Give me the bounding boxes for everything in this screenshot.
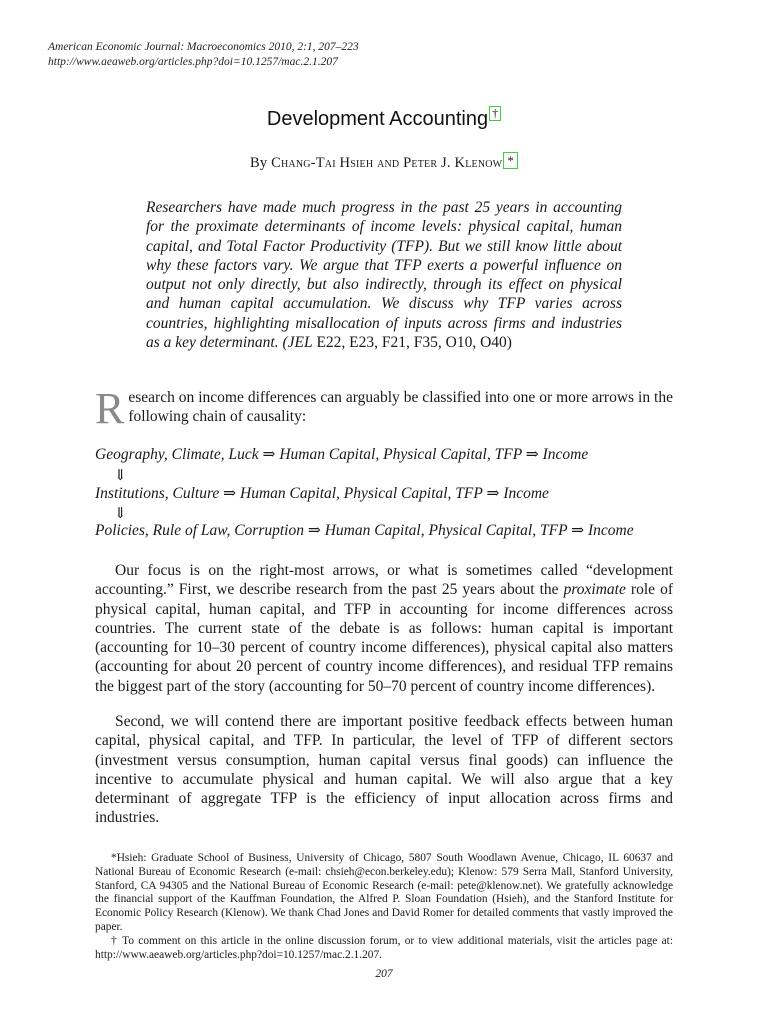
- intro-paragraph: [95, 384, 673, 433]
- author-footnote-link[interactable]: *: [503, 152, 518, 169]
- second-paragraph: Second, we will contend there are important positive feedback effects between human capital, physical capital, and TFP. In particular, the level of TFP of different sectors (investment versus consumption, human capital versus final goods) can influence the incentive to accumulate physical and human capital. We will also argue that a key determinant of aggregate TFP is the efficiency of input allocation across firms and industries.: [95, 713, 673, 827]
- author-byline: [0, 152, 768, 172]
- jel-codes: E22, E23, F21, F35, O10, O40): [312, 334, 512, 352]
- paper-title-text: Development Accounting: [266, 108, 489, 130]
- drop-cap: R: [95, 384, 125, 433]
- footnotes: [95, 852, 673, 962]
- page-number: 207: [375, 968, 393, 980]
- title-footnote-link[interactable]: †: [489, 106, 501, 121]
- focus-paragraph: [95, 561, 673, 696]
- jel-label: JEL: [287, 334, 313, 352]
- article-url[interactable]: http://www.aeaweb.org/articles.php?doi=10.1257/mac.2.1.207: [48, 56, 338, 68]
- footnote-comment: † To comment on this article in the online discussion forum, or to view additional materials, visit the articles page at: http://www.aeaweb.org/articles.php?doi=10.1257/mac.2.1.207.: [95, 934, 673, 961]
- causality-chain-line-2: Institutions, Culture ⇒ Human Capital, Physical Capital, TFP ⇒ Income: [95, 485, 549, 502]
- paper-title: [0, 106, 768, 131]
- abstract-text-2: ). But we still know little about why these factors vary. We argue that TFP exerts a powerful influence on output not only directly, but also indirectly, through its effect on physical and human capital accumulation. We discuss why TFP varies across countries, highlighting misallocation of inputs across firms and industries as a key determinant. (: [146, 237, 622, 352]
- abstract-text-1: Researchers have made much progress in the past 25 years in accounting for the proximate determinants of income levels: physical capital, human capital, and Total Factor Productivity (: [146, 199, 622, 255]
- footnote-authors: *Hsieh: Graduate School of Business, University of Chicago, 5807 South Woodlawn Avenue, Chicago, IL 60637 and National Bureau of Economic Research (e-mail: chsieh@econ.berkeley.edu); Klenow: 579 Serra Mall, Stanford University, Stanford, CA 94305 and the National Bureau of Economic Research (e-mail: pete@klenow.net). We gratefully acknowledge the financial support of the Kauffman Foundation, the Alfred P. Sloan Foundation (Hsieh), and the Stanford Institute for Economic Policy Research (Klenow). We thank Chad Jones and David Romer for detailed comments that vastly improved the paper.: [95, 852, 673, 933]
- author-names: Chang-Tai Hsieh and Peter J. Klenow: [271, 155, 503, 171]
- down-arrow-icon: ⇓: [114, 506, 127, 522]
- abstract: [146, 198, 622, 352]
- byline-by: By: [249, 155, 268, 171]
- down-arrow-icon: ⇓: [114, 468, 127, 484]
- causality-chain-line-3: Policies, Rule of Law, Corruption ⇒ Human Capital, Physical Capital, TFP ⇒ Income: [95, 522, 634, 539]
- abstract-tfp: TFP: [396, 237, 424, 255]
- intro-text: esearch on income differences can arguably be classified into one or more arrows in the following chain of causality:: [128, 389, 673, 426]
- focus-emphasis: proximate: [563, 581, 626, 599]
- journal-header: [48, 40, 359, 70]
- journal-citation: American Economic Journal: Macroeconomics 2010, 2:1, 207–223: [48, 41, 359, 53]
- causality-chain-line-1: Geography, Climate, Luck ⇒ Human Capital, Physical Capital, TFP ⇒ Income: [95, 446, 589, 463]
- focus-text-a: Our focus is on the right-most arrows, or what is sometimes called “development accounting.” First, we describe research from the past 25 years about the: [95, 562, 673, 599]
- focus-text-b: role of physical capital, human capital, and TFP in accounting for income differences across countries. The current state of the debate is as follows: human capital is important (accounting for 10–30 percent of country income differences), physical capital also matters (accounting for about 20 percent of country income differences), and residual TFP remains the biggest part of the story (accounting for 50–70 percent of country income differences).: [95, 581, 673, 695]
